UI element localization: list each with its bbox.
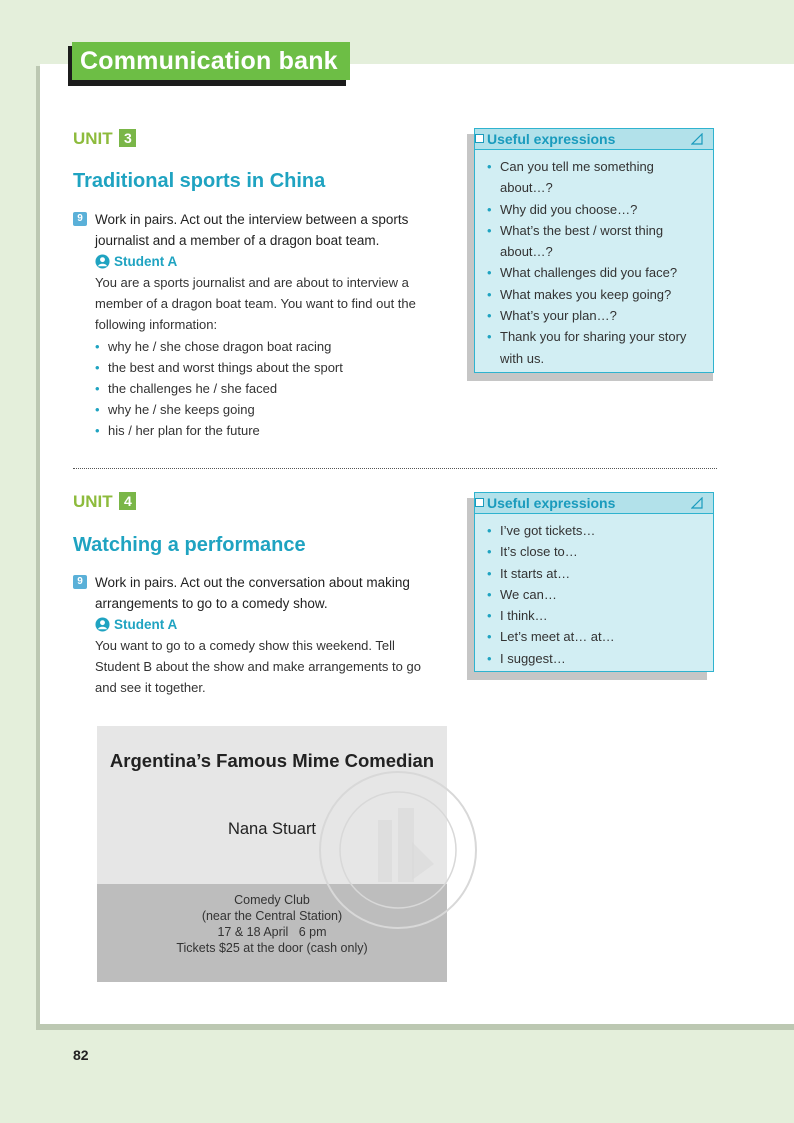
- student-label: [95, 614, 443, 635]
- unit-label-text: UNIT: [73, 492, 113, 511]
- list-item: • the best and worst things about the sport: [95, 357, 443, 378]
- useful-expressions-title: Useful expressions: [487, 495, 616, 511]
- list-item: • We can…: [487, 584, 707, 605]
- list-item: • What challenges did you face?: [487, 262, 707, 283]
- list-item: • What’s the best / worst thing about…?: [487, 220, 707, 263]
- poster-tickets: Tickets $25 at the door (cash only): [176, 941, 368, 955]
- list-item: • why he / she keeps going: [95, 399, 443, 420]
- list-item: • his / her plan for the future: [95, 420, 443, 441]
- unit-label-text: UNIT: [73, 129, 113, 148]
- list-item: • the challenges he / she faced: [95, 378, 443, 399]
- square-icon: [475, 134, 484, 143]
- task-instruction: Work in pairs. Act out the conversation about making arrangements to go to a comedy show.: [95, 575, 410, 611]
- poster-title: Argentina’s Famous Mime Comedian: [109, 750, 435, 771]
- list-item: • It starts at…: [487, 563, 707, 584]
- unit-number-badge: 3: [119, 129, 136, 147]
- triangle-corner-icon: [691, 133, 703, 145]
- student-label-text: Student A: [114, 254, 178, 269]
- useful-expressions-title: Useful expressions: [487, 131, 616, 147]
- task-instruction: Work in pairs. Act out the interview between a sports journalist and a member of a dragon boat team.: [95, 212, 409, 248]
- expressions-list: [475, 514, 713, 669]
- task-description: You are a sports journalist and are about to interview a member of a dragon boat team. You want to find out the following information:: [95, 275, 416, 333]
- unit-3-title: Traditional sports in China: [73, 170, 326, 192]
- section-divider: [73, 468, 717, 469]
- unit-4-label: [73, 491, 136, 513]
- student-label: [95, 251, 443, 272]
- page-number: 82: [73, 1047, 89, 1063]
- poster-dates: 17 & 18 April 6 pm: [217, 925, 327, 939]
- list-item: • I suggest…: [487, 648, 707, 669]
- useful-expressions-heading: [475, 129, 713, 150]
- useful-expressions-heading: [475, 493, 713, 514]
- poster-location: (near the Central Station): [201, 909, 343, 923]
- list-item: • I think…: [487, 605, 707, 626]
- useful-expressions-box: [474, 492, 714, 672]
- square-icon: [475, 498, 484, 507]
- list-item: • Can you tell me something about…?: [487, 156, 707, 199]
- student-label-text: Student A: [114, 617, 178, 632]
- list-item: • Let’s meet at… at…: [487, 626, 707, 647]
- info-list: [73, 336, 443, 442]
- task-number-icon: 9: [73, 212, 87, 226]
- task-number-icon: 9: [73, 575, 87, 589]
- section-header: Communication bank: [72, 42, 350, 80]
- useful-expressions-box: [474, 128, 714, 373]
- comedy-show-poster: [97, 726, 447, 982]
- poster-venue: Comedy Club: [234, 893, 310, 907]
- list-item: • I’ve got tickets…: [487, 520, 707, 541]
- unit-3-task: [73, 209, 443, 442]
- list-item: • why he / she chose dragon boat racing: [95, 336, 443, 357]
- task-description: You want to go to a comedy show this weekend. Tell Student B about the show and make arrangements to go and see it together.: [95, 638, 421, 696]
- person-icon: [95, 617, 110, 632]
- person-icon: [95, 254, 110, 269]
- list-item: • It’s close to…: [487, 541, 707, 562]
- expressions-list: [475, 150, 713, 369]
- list-item: • Why did you choose…?: [487, 199, 707, 220]
- unit-4-title: Watching a performance: [73, 534, 306, 556]
- unit-4-task: [73, 572, 443, 699]
- triangle-corner-icon: [691, 497, 703, 509]
- list-item: • Thank you for sharing your story with us.: [487, 326, 707, 369]
- poster-details: [97, 884, 447, 982]
- poster-performer: Nana Stuart: [227, 820, 317, 838]
- list-item: • What makes you keep going?: [487, 284, 707, 305]
- list-item: • What’s your plan…?: [487, 305, 707, 326]
- unit-3-label: [73, 128, 136, 150]
- unit-number-badge: 4: [119, 492, 136, 510]
